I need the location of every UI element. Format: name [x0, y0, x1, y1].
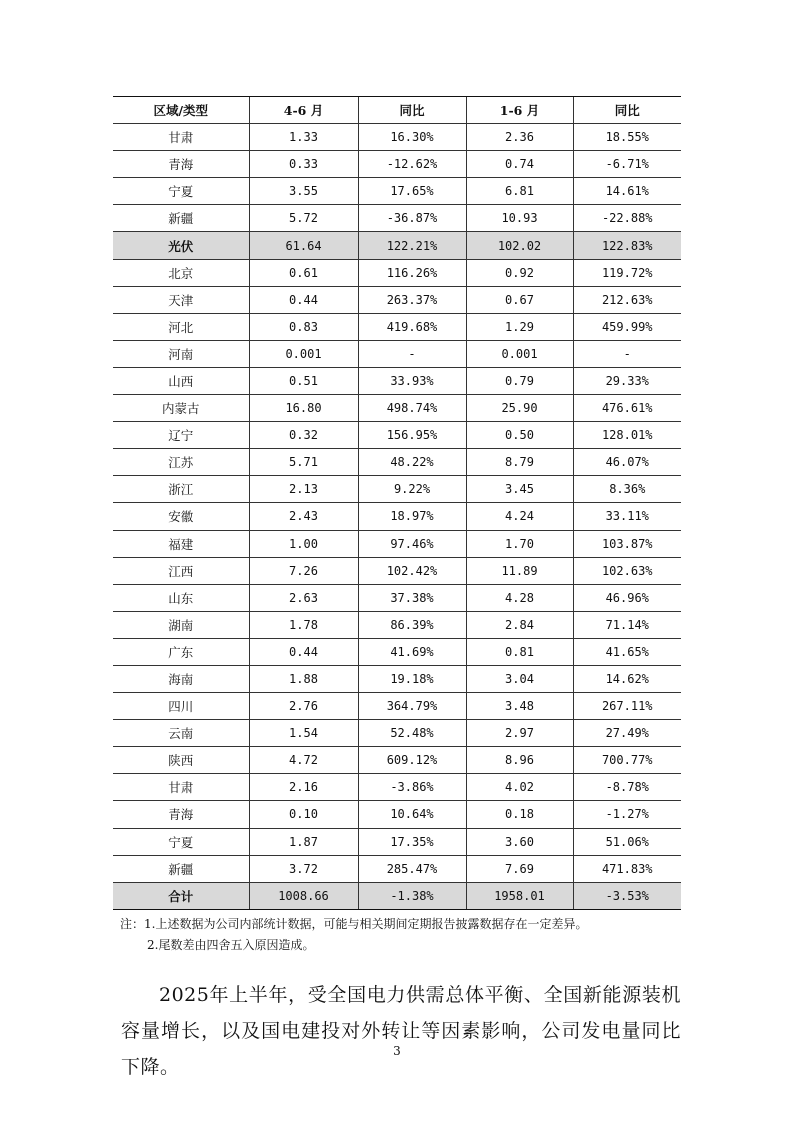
q2-yoy-cell: 48.22% — [358, 449, 466, 476]
q2-yoy-cell: 419.68% — [358, 313, 466, 340]
table-row — [113, 665, 681, 692]
h1-value-cell: 0.81 — [466, 638, 573, 665]
q2-yoy-cell: -36.87% — [358, 205, 466, 232]
region-cell: 北京 — [113, 259, 249, 286]
region-cell: 宁夏 — [113, 828, 249, 855]
h1-yoy-cell: 102.63% — [573, 557, 681, 584]
table-row — [113, 449, 681, 476]
q2-value-cell: 7.26 — [249, 557, 358, 584]
h1-yoy-cell: 46.96% — [573, 584, 681, 611]
h1-yoy-cell: 700.77% — [573, 747, 681, 774]
q2-yoy-cell: 16.30% — [358, 124, 466, 151]
table-row — [113, 828, 681, 855]
region-cell: 山西 — [113, 367, 249, 394]
table-row — [113, 611, 681, 638]
h1-value-cell: 2.97 — [466, 720, 573, 747]
q2-yoy-cell: 33.93% — [358, 367, 466, 394]
q2-value-cell: 0.83 — [249, 313, 358, 340]
region-cell: 广东 — [113, 638, 249, 665]
q2-yoy-cell: 18.97% — [358, 503, 466, 530]
table-row — [113, 286, 681, 313]
q2-value-cell: 0.33 — [249, 151, 358, 178]
h1-value-cell: 25.90 — [466, 395, 573, 422]
h1-value-cell: 3.60 — [466, 828, 573, 855]
q2-yoy-cell: 9.22% — [358, 476, 466, 503]
h1-yoy-cell: 14.61% — [573, 178, 681, 205]
q2-yoy-cell: -12.62% — [358, 151, 466, 178]
q2-value-cell: 61.64 — [249, 232, 358, 259]
q2-yoy-cell: 116.26% — [358, 259, 466, 286]
h1-value-cell: 4.24 — [466, 503, 573, 530]
q2-value-cell: 1008.66 — [249, 882, 358, 909]
table-row — [113, 801, 681, 828]
q2-yoy-cell: 364.79% — [358, 693, 466, 720]
q2-value-cell: 1.54 — [249, 720, 358, 747]
h1-yoy-cell: 18.55% — [573, 124, 681, 151]
region-cell: 陕西 — [113, 747, 249, 774]
table-row — [113, 476, 681, 503]
q2-yoy-cell: 609.12% — [358, 747, 466, 774]
region-cell: 山东 — [113, 584, 249, 611]
q2-value-cell: 2.63 — [249, 584, 358, 611]
q2-value-cell: 0.44 — [249, 638, 358, 665]
h1-yoy-cell: 71.14% — [573, 611, 681, 638]
h1-yoy-cell: -3.53% — [573, 882, 681, 909]
body-paragraph: 2025年上半年，受全国电力供需总体平衡、全国新能源装机容量增长，以及国电建投对外转让等因素影响，公司发电量同比下降。 — [121, 984, 681, 1078]
header-q2: 4-6 月 — [249, 97, 358, 124]
region-cell: 浙江 — [113, 476, 249, 503]
q2-yoy-cell: 37.38% — [358, 584, 466, 611]
h1-yoy-cell: 51.06% — [573, 828, 681, 855]
q2-yoy-cell: 102.42% — [358, 557, 466, 584]
q2-value-cell: 1.78 — [249, 611, 358, 638]
q2-yoy-cell: 86.39% — [358, 611, 466, 638]
region-cell: 光伏 — [113, 232, 249, 259]
generation-table — [113, 96, 681, 910]
q2-value-cell: 3.72 — [249, 855, 358, 882]
region-cell: 新疆 — [113, 205, 249, 232]
table-row — [113, 855, 681, 882]
table-row — [113, 693, 681, 720]
h1-yoy-cell: 122.83% — [573, 232, 681, 259]
table-row — [113, 720, 681, 747]
h1-value-cell: 2.84 — [466, 611, 573, 638]
q2-yoy-cell: -3.86% — [358, 774, 466, 801]
h1-value-cell: 0.74 — [466, 151, 573, 178]
table-subtotal-row — [113, 232, 681, 259]
q2-yoy-cell: 122.21% — [358, 232, 466, 259]
q2-value-cell: 1.88 — [249, 665, 358, 692]
q2-yoy-cell: -1.38% — [358, 882, 466, 909]
q2-yoy-cell: 17.35% — [358, 828, 466, 855]
h1-value-cell: 1.29 — [466, 313, 573, 340]
h1-value-cell: 102.02 — [466, 232, 573, 259]
region-cell: 甘肃 — [113, 774, 249, 801]
table-row — [113, 774, 681, 801]
h1-value-cell: 0.67 — [466, 286, 573, 313]
h1-value-cell: 0.50 — [466, 422, 573, 449]
h1-yoy-cell: -6.71% — [573, 151, 681, 178]
table-row — [113, 747, 681, 774]
h1-value-cell: 8.96 — [466, 747, 573, 774]
page-number: 3 — [393, 1044, 401, 1058]
h1-yoy-cell: 103.87% — [573, 530, 681, 557]
table-row — [113, 584, 681, 611]
header-q2-yoy: 同比 — [358, 97, 466, 124]
q2-yoy-cell: 498.74% — [358, 395, 466, 422]
q2-value-cell: 0.32 — [249, 422, 358, 449]
h1-value-cell: 11.89 — [466, 557, 573, 584]
h1-value-cell: 3.04 — [466, 665, 573, 692]
region-cell: 青海 — [113, 151, 249, 178]
h1-yoy-cell: 27.49% — [573, 720, 681, 747]
h1-value-cell: 3.48 — [466, 693, 573, 720]
h1-yoy-cell: 14.62% — [573, 665, 681, 692]
note-line-2: 2.尾数差由四舍五入原因造成。 — [147, 938, 315, 952]
q2-value-cell: 2.43 — [249, 503, 358, 530]
h1-value-cell: 0.92 — [466, 259, 573, 286]
h1-yoy-cell: - — [573, 340, 681, 367]
h1-value-cell: 8.79 — [466, 449, 573, 476]
table-row — [113, 422, 681, 449]
table-subtotal-row — [113, 882, 681, 909]
q2-value-cell: 2.16 — [249, 774, 358, 801]
q2-yoy-cell: 52.48% — [358, 720, 466, 747]
region-cell: 江西 — [113, 557, 249, 584]
q2-yoy-cell: 97.46% — [358, 530, 466, 557]
h1-yoy-cell: -22.88% — [573, 205, 681, 232]
q2-value-cell: 2.13 — [249, 476, 358, 503]
q2-value-cell: 5.72 — [249, 205, 358, 232]
q2-value-cell: 0.61 — [249, 259, 358, 286]
h1-value-cell: 2.36 — [466, 124, 573, 151]
h1-yoy-cell: -1.27% — [573, 801, 681, 828]
table-row — [113, 557, 681, 584]
region-cell: 内蒙古 — [113, 395, 249, 422]
h1-yoy-cell: 119.72% — [573, 259, 681, 286]
q2-yoy-cell: 17.65% — [358, 178, 466, 205]
header-h1-yoy: 同比 — [573, 97, 681, 124]
q2-value-cell: 16.80 — [249, 395, 358, 422]
h1-yoy-cell: 212.63% — [573, 286, 681, 313]
q2-yoy-cell: 156.95% — [358, 422, 466, 449]
table-body — [113, 124, 681, 910]
table-row — [113, 503, 681, 530]
h1-yoy-cell: 46.07% — [573, 449, 681, 476]
region-cell: 安徽 — [113, 503, 249, 530]
region-cell: 海南 — [113, 665, 249, 692]
region-cell: 四川 — [113, 693, 249, 720]
q2-yoy-cell: 10.64% — [358, 801, 466, 828]
h1-value-cell: 0.18 — [466, 801, 573, 828]
table-row — [113, 638, 681, 665]
table-row — [113, 124, 681, 151]
h1-yoy-cell: -8.78% — [573, 774, 681, 801]
h1-yoy-cell: 476.61% — [573, 395, 681, 422]
table-header-row — [113, 97, 681, 124]
q2-yoy-cell: 41.69% — [358, 638, 466, 665]
region-cell: 新疆 — [113, 855, 249, 882]
region-cell: 云南 — [113, 720, 249, 747]
region-cell: 甘肃 — [113, 124, 249, 151]
table-row — [113, 178, 681, 205]
q2-value-cell: 0.44 — [249, 286, 358, 313]
q2-value-cell: 1.87 — [249, 828, 358, 855]
h1-yoy-cell: 41.65% — [573, 638, 681, 665]
h1-value-cell: 6.81 — [466, 178, 573, 205]
h1-value-cell: 10.93 — [466, 205, 573, 232]
h1-value-cell: 3.45 — [466, 476, 573, 503]
note-line-1: 注：1.上述数据为公司内部统计数据，可能与相关期间定期报告披露数据存在一定差异。 — [120, 917, 588, 931]
q2-value-cell: 5.71 — [249, 449, 358, 476]
region-cell: 湖南 — [113, 611, 249, 638]
q2-value-cell: 0.10 — [249, 801, 358, 828]
header-region: 区域/类型 — [113, 97, 249, 124]
q2-value-cell: 2.76 — [249, 693, 358, 720]
table-row — [113, 340, 681, 367]
q2-value-cell: 1.33 — [249, 124, 358, 151]
q2-value-cell: 4.72 — [249, 747, 358, 774]
q2-value-cell: 0.51 — [249, 367, 358, 394]
region-cell: 江苏 — [113, 449, 249, 476]
q2-yoy-cell: 285.47% — [358, 855, 466, 882]
q2-value-cell: 3.55 — [249, 178, 358, 205]
q2-value-cell: 1.00 — [249, 530, 358, 557]
q2-yoy-cell: - — [358, 340, 466, 367]
table-row — [113, 530, 681, 557]
region-cell: 青海 — [113, 801, 249, 828]
region-cell: 天津 — [113, 286, 249, 313]
h1-yoy-cell: 459.99% — [573, 313, 681, 340]
q2-value-cell: 0.001 — [249, 340, 358, 367]
h1-value-cell: 4.02 — [466, 774, 573, 801]
table-row — [113, 395, 681, 422]
h1-yoy-cell: 267.11% — [573, 693, 681, 720]
region-cell: 福建 — [113, 530, 249, 557]
region-cell: 河北 — [113, 313, 249, 340]
region-cell: 宁夏 — [113, 178, 249, 205]
h1-value-cell: 7.69 — [466, 855, 573, 882]
region-cell: 合计 — [113, 882, 249, 909]
h1-value-cell: 0.79 — [466, 367, 573, 394]
h1-yoy-cell: 8.36% — [573, 476, 681, 503]
q2-yoy-cell: 263.37% — [358, 286, 466, 313]
q2-yoy-cell: 19.18% — [358, 665, 466, 692]
table-notes — [120, 914, 587, 956]
h1-yoy-cell: 29.33% — [573, 367, 681, 394]
h1-yoy-cell: 128.01% — [573, 422, 681, 449]
table-row — [113, 367, 681, 394]
h1-value-cell: 1958.01 — [466, 882, 573, 909]
region-cell: 辽宁 — [113, 422, 249, 449]
h1-value-cell: 1.70 — [466, 530, 573, 557]
table-row — [113, 205, 681, 232]
table-row — [113, 259, 681, 286]
table-row — [113, 151, 681, 178]
h1-yoy-cell: 471.83% — [573, 855, 681, 882]
h1-yoy-cell: 33.11% — [573, 503, 681, 530]
h1-value-cell: 0.001 — [466, 340, 573, 367]
header-h1: 1-6 月 — [466, 97, 573, 124]
region-cell: 河南 — [113, 340, 249, 367]
table-row — [113, 313, 681, 340]
h1-value-cell: 4.28 — [466, 584, 573, 611]
